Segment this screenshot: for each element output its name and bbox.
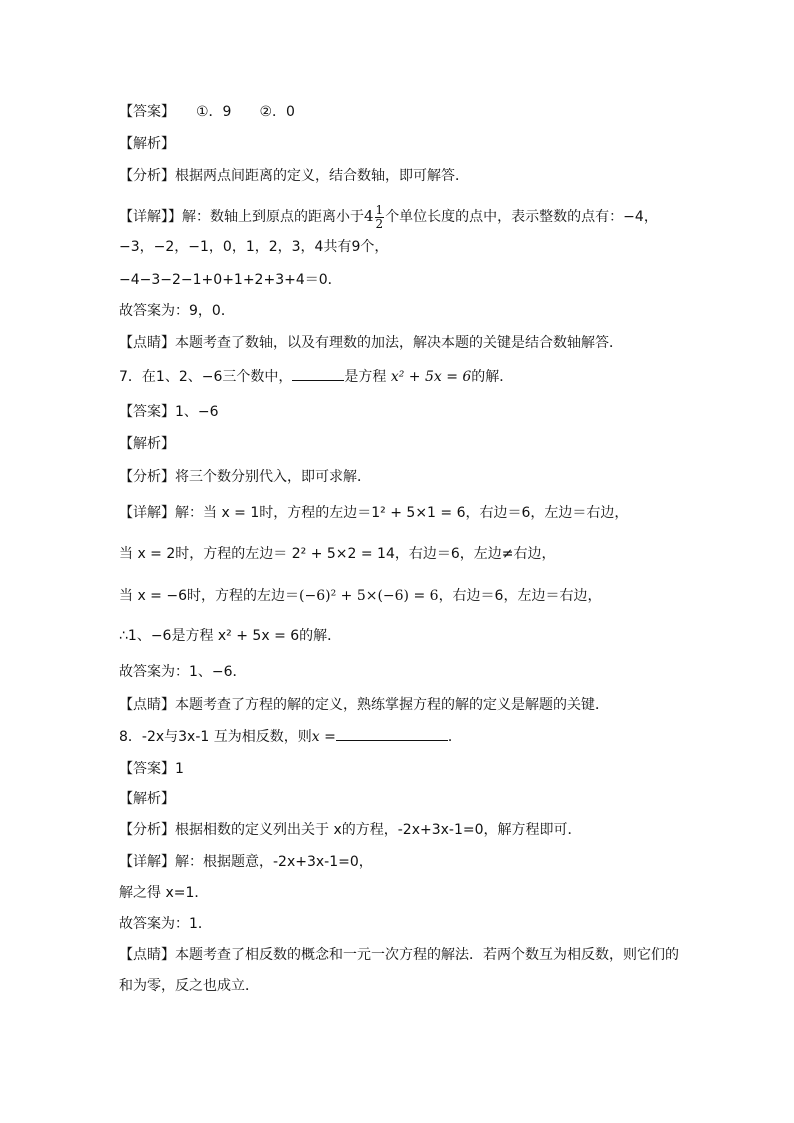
q8-stem — [119, 728, 462, 746]
q7-case1: 【详解】解：当 x = 1时，方程的左边＝1² + 5×1 = 6，右边＝6，左边＝右边， — [119, 505, 629, 521]
q8-detail: 【详解】解：根据题意，-2x+3x-1=0， — [119, 854, 373, 870]
q7-case2: 当 x = 2时，方程的左边＝ 2² + 5×2 = 14，右边＝6，左边≠右边， — [119, 546, 556, 562]
q7-equation: x² + 5x = 6 — [390, 369, 472, 385]
q7-answer: 【答案】1、−6 — [119, 404, 219, 420]
q6-answer: 【答案】 ①．9 ②．0 — [119, 104, 295, 120]
q8-analysis: 【分析】根据相数的定义列出关于 x的方程，-2x+3x-1=0，解方程即可． — [119, 822, 582, 838]
answer-blank — [292, 368, 344, 381]
mixed-number-whole: 4 — [364, 207, 374, 225]
q8-stem-suffix: ． — [447, 729, 462, 745]
q6-result: 故答案为：9，0． — [119, 303, 235, 319]
q7-case3 — [119, 585, 601, 607]
q6-comment: 【点睛】本题考查了数轴，以及有理数的加法，解决本题的关键是结合数轴解答． — [119, 335, 623, 351]
q6-detail-line1 — [119, 201, 658, 232]
q7-result: 故答案为：1、−6． — [119, 664, 247, 680]
q7-stem-prefix: 7．在1、2、−6三个数中， — [119, 369, 293, 385]
q6-detail-line3: −4−3−2−1+0+1+2+3+4＝0． — [119, 272, 342, 288]
q8-result: 故答案为：1． — [119, 916, 212, 932]
q8-stem-prefix: 8．-2x与3x-1 互为相反数，则 — [119, 729, 312, 745]
fraction-numerator: 1 — [375, 202, 384, 217]
q8-comment-line1: 【点睛】本题考查了相反数的概念和一元一次方程的解法．若两个数互为相反数，则它们的 — [119, 947, 679, 963]
q6-detail-line2: −3，−2，−1，0，1，2，3，4共有9个， — [119, 239, 389, 255]
mixed-number-fraction — [375, 204, 385, 231]
q7-stem-suffix: 的解． — [471, 369, 514, 385]
q8-solve: 解之得 x=1． — [119, 885, 209, 901]
q8-answer: 【答案】1 — [119, 761, 184, 777]
q7-jiexi-heading: 【解析】 — [119, 436, 175, 452]
q6-detail-suffix: 个单位长度的点中，表示整数的点有：−4， — [385, 209, 658, 225]
q6-jiexi-heading: 【解析】 — [119, 136, 175, 152]
q6-analysis: 【分析】根据两点间距离的定义，结合数轴，即可解答． — [119, 168, 469, 184]
q7-conclusion: ∴1、−6是方程 x² + 5x = 6的解． — [119, 628, 342, 644]
q7-stem-middle: 是方程 — [344, 369, 387, 385]
q7-analysis: 【分析】将三个数分别代入，即可求解． — [119, 469, 371, 485]
answer-blank — [336, 728, 448, 741]
q7-case3-expression: (−6)² + 5×(−6) = 6 — [299, 588, 439, 604]
q8-comment-line2: 和为零，反之也成立． — [119, 978, 259, 994]
q6-detail-prefix: 【详解】】解：数轴上到原点的距离小于 — [119, 209, 364, 225]
q7-case3-suffix: ，右边＝6，左边＝右边， — [438, 588, 602, 604]
q8-variable: x = — [311, 729, 336, 745]
fraction-denominator: 2 — [375, 216, 384, 231]
q8-jiexi-heading: 【解析】 — [119, 791, 175, 807]
q7-stem — [119, 368, 513, 386]
q7-case3-prefix: 当 x = −6时，方程的左边＝ — [119, 588, 300, 604]
q7-comment: 【点睛】本题考查了方程的解的定义，熟练掌握方程的解的定义是解题的关键． — [119, 697, 609, 713]
